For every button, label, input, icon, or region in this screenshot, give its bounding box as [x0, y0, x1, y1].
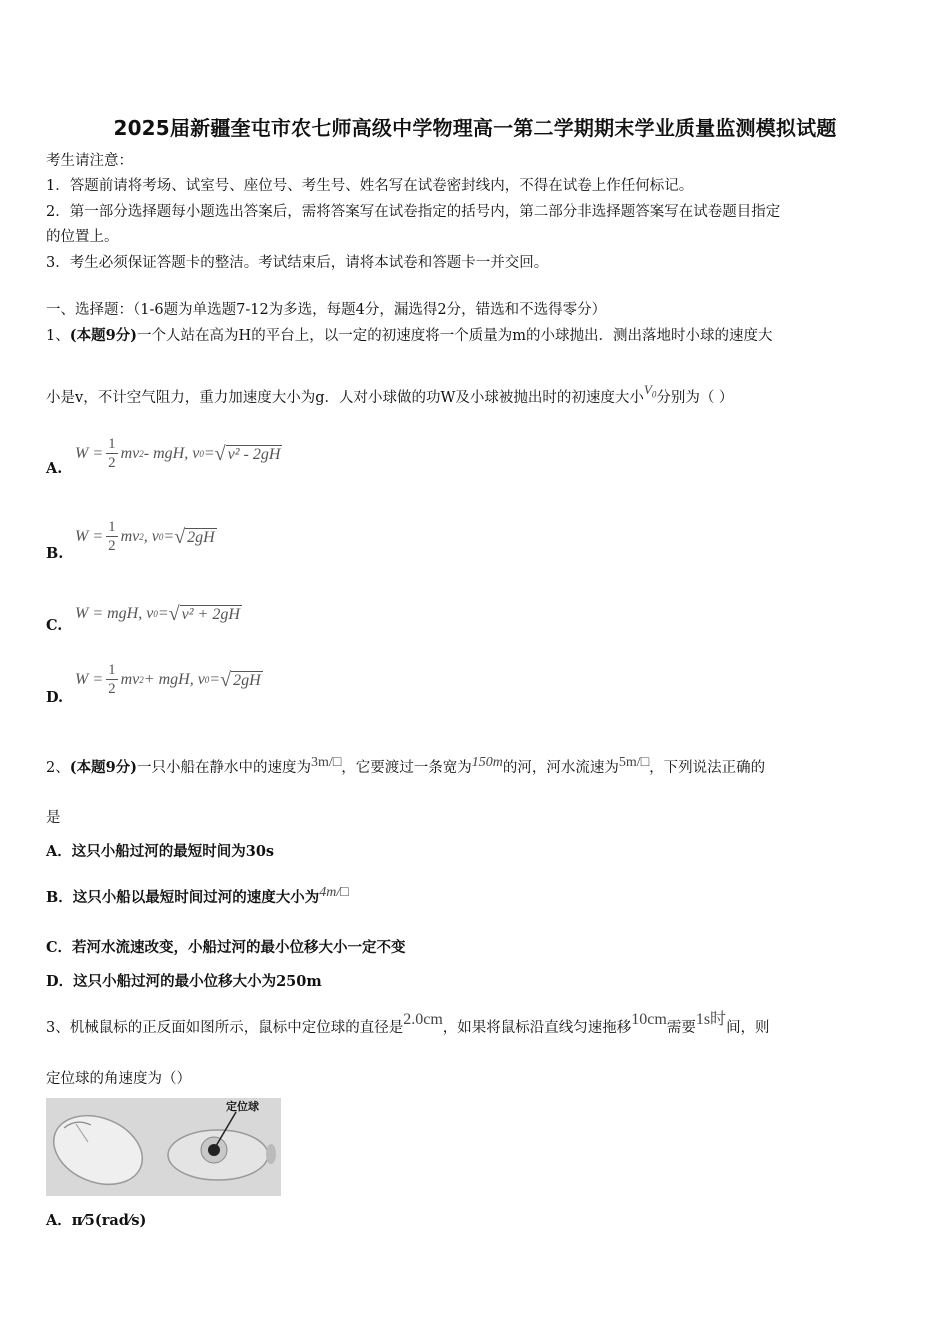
q3-stem-line2: 定位球的角速度为（）	[46, 1071, 191, 1087]
q1-stem-line1	[46, 326, 772, 346]
q1-option-b-label[interactable]: B.	[46, 545, 64, 562]
notice-item-3: 3．考生必须保证答题卡的整洁。考试结束后，请将本试卷和答题卡一并交回。	[46, 255, 549, 271]
section-heading: 一、选择题：（1-6题为单选题7-12为多选，每题4分，漏选得2分，错选和不选得零分）	[46, 302, 607, 318]
q1-number: 1、	[46, 328, 70, 344]
page-title: 2025届新疆奎屯市农七师高级中学物理高一第二学期期末学业质量监测模拟试题	[113, 116, 837, 140]
q1-stem-line2	[46, 382, 734, 413]
mouse-figure	[46, 1098, 281, 1196]
q3-option-a[interactable]: A．π⁄5(rad⁄s)	[46, 1212, 147, 1229]
q1-tag: (本题9分)	[69, 327, 138, 344]
q1-v0-symbol: $V_0$	[643, 382, 657, 400]
figure-label: 定位球	[226, 1100, 259, 1113]
q2-stem-line2: 是	[46, 810, 61, 826]
q1-option-d-formula: W = $\frac{1}{2}$ mv 2 + mgH, v 0 = √ 2gH	[75, 662, 261, 697]
notice-item-1: 1．答题前请将考场、试室号、座位号、考生号、姓名写在试卷密封线内，不得在试卷上作任何标记。	[46, 178, 694, 194]
q1-option-a-formula: W = $\frac{1}{2}$ mv 2 - mgH, v 0 = √ v² - 2gH	[75, 436, 281, 471]
q1-option-c-formula: W = mgH, v 0 = √ v² + 2gH	[75, 603, 240, 625]
q1-option-d-label[interactable]: D.	[46, 689, 64, 706]
q2-option-b[interactable]: B．这只小船以最短时间过河的速度大小为4m/□	[46, 885, 349, 906]
q1-text-2: 小是v，不计空气阻力，重力加速度大小为g．人对小球做的功W及小球被抛出时的初速度大小	[46, 390, 644, 406]
q1-option-b-formula: W = $\frac{1}{2}$ mv 2 , v 0 = √ 2gH	[75, 519, 215, 554]
notice-heading: 考生请注意：	[46, 153, 133, 169]
notice-item-2: 2．第一部分选择题每小题选出答案后，需将答案写在试卷指定的括号内，第二部分非选择题答案写在试卷题目指定	[46, 204, 781, 220]
q2-option-c[interactable]: C．若河水流速改变，小船过河的最小位移大小一定不变	[46, 939, 406, 956]
q3-stem-line1: 3、机械鼠标的正反面如图所示，鼠标中定位球的直径是2.0cm，如果将鼠标沿直线匀速拖移10cm需要1s时间，则	[46, 1011, 770, 1036]
q1-option-a-label[interactable]: A.	[46, 460, 63, 477]
mouse-image	[46, 1098, 281, 1196]
notice-item-2-cont: 的位置上。	[46, 229, 119, 245]
q2-stem-line1: 2、(本题9分)一只小船在静水中的速度为3m/□，它要渡过一条宽为150m的河，河水流速为5m/□，下列说法正确的	[46, 755, 766, 776]
q2-option-a[interactable]: A．这只小船过河的最短时间为30s	[46, 843, 275, 860]
q1-text-3: 分别为（ ）	[656, 390, 734, 406]
q2-option-d[interactable]: D．这只小船过河的最小位移大小为250m	[46, 973, 322, 990]
q1-text: 一个人站在高为H的平台上，以一定的初速度将一个质量为m的小球抛出．测出落地时小球的速度大	[137, 328, 773, 344]
q1-option-c-label[interactable]: C.	[46, 617, 63, 634]
